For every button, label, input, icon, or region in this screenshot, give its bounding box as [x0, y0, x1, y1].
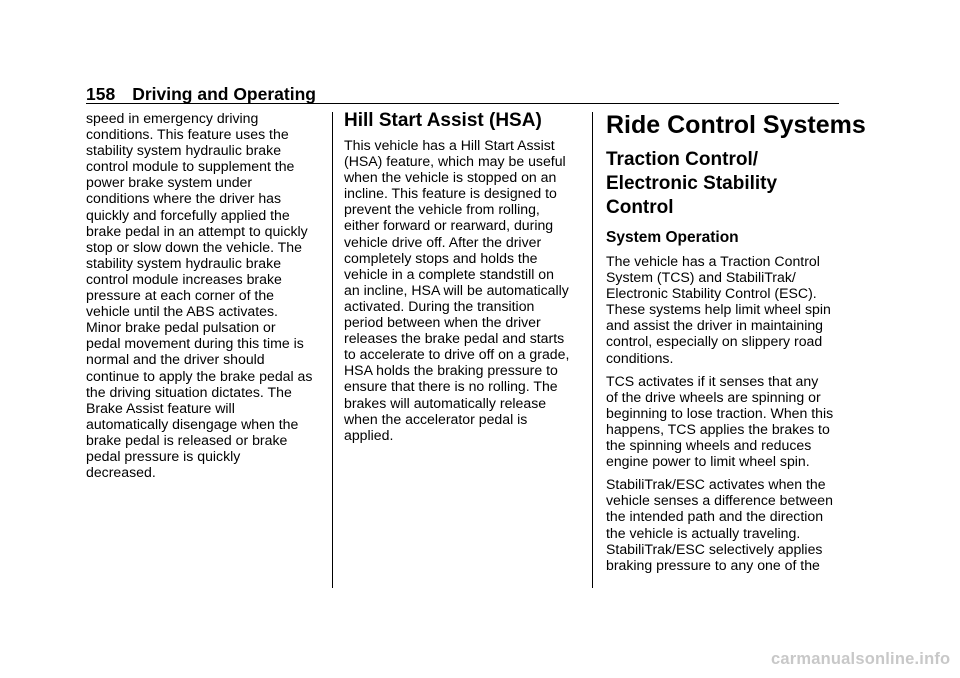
- watermark: carmanualsonline.info: [771, 650, 951, 668]
- text-line: conditions where the driver has: [86, 190, 282, 207]
- text-line: StabiliTrak/ESC selectively applies: [606, 540, 823, 557]
- text-line: engine power to limit wheel spin.: [606, 453, 810, 470]
- text-line: releases the brake pedal and starts: [344, 330, 565, 347]
- text-line: The vehicle has a Traction Control: [606, 253, 820, 269]
- text-line: the driving situation dictates. The: [86, 383, 292, 400]
- column-divider-right: [592, 112, 593, 588]
- text-line: the vehicle is actually traveling.: [606, 524, 801, 541]
- paragraph: [344, 137, 584, 443]
- text-line: HSA holds the braking pressure to: [344, 362, 558, 379]
- text-line: StabiliTrak/ESC activates when the: [606, 476, 826, 493]
- text-line: stop or slow down the vehicle. The: [86, 238, 302, 255]
- text-line: ensure that there is no rolling. The: [344, 378, 558, 395]
- text-line: Brake Assist feature will: [86, 399, 235, 416]
- text-line: to accelerate to drive off on a grade,: [344, 346, 570, 363]
- text-line: automatically disengage when the: [86, 415, 299, 432]
- paragraph: [606, 253, 846, 366]
- text-line: an incline, HSA will be automatically: [344, 281, 569, 298]
- text-line: braking pressure to any one of the: [606, 556, 820, 573]
- text-line: incline. This feature is designed to: [344, 185, 557, 202]
- text-line: brakes will automatically release: [344, 394, 547, 411]
- text-line: either forward or rearward, during: [344, 217, 554, 234]
- text-line: brake pedal is released or brake: [86, 431, 288, 448]
- paragraph: [86, 110, 324, 480]
- text-line: Electronic Stability Control (ESC).: [606, 285, 817, 302]
- page-number: 158: [86, 84, 116, 104]
- text-line: System (TCS) and StabiliTrak/: [606, 269, 796, 286]
- text-line: power brake system under: [86, 174, 253, 191]
- section-heading-hsa: Hill Start Assist (HSA): [344, 110, 542, 131]
- text-line: applied.: [344, 426, 394, 443]
- chapter-heading: Ride Control Systems: [606, 111, 866, 139]
- text-line: and assist the driver in maintaining: [606, 317, 824, 334]
- paragraph: [606, 476, 846, 573]
- section-heading-traction-control: [606, 148, 846, 220]
- text-line: (HSA) feature, which may be useful: [344, 153, 566, 170]
- text-line: completely stops and holds the: [344, 249, 538, 266]
- running-section-title: Driving and Operating: [132, 84, 316, 104]
- paragraph: [606, 373, 846, 470]
- subheading-system-operation: System Operation: [606, 229, 739, 246]
- text-line: period between when the driver: [344, 314, 541, 331]
- text-line: conditions. This feature uses the: [86, 126, 289, 143]
- text-line: normal and the driver should: [86, 351, 265, 368]
- text-line: quickly and forcefully applied the: [86, 206, 290, 223]
- text-line: pedal pressure is quickly: [86, 447, 241, 464]
- text-line: when the vehicle is stopped on an: [344, 169, 557, 186]
- column-divider-left: [332, 112, 333, 588]
- text-line: vehicle drive off. After the driver: [344, 233, 542, 250]
- text-line: decreased.: [86, 464, 156, 481]
- text-line: happens, TCS applies the brakes to: [606, 420, 830, 437]
- text-line: continue to apply the brake pedal as: [86, 367, 313, 384]
- text-line: vehicle senses a difference between: [606, 492, 833, 509]
- text-column-1: [86, 110, 324, 480]
- text-line: prevent the vehicle from rolling,: [344, 201, 540, 218]
- text-line: vehicle in a complete standstill on: [344, 265, 554, 282]
- text-line: control, especially on slippery road: [606, 333, 823, 350]
- text-column-2: [344, 110, 584, 450]
- text-line: These systems help limit wheel spin: [606, 301, 831, 318]
- header-divider: [86, 103, 839, 104]
- heading-line: Control: [606, 197, 674, 218]
- text-column-3: [606, 110, 866, 580]
- text-line: pressure at each corner of the: [86, 287, 275, 304]
- heading-line: Electronic Stability: [606, 173, 778, 194]
- text-line: stability system hydraulic brake: [86, 254, 282, 271]
- text-line: control module to supplement the: [86, 158, 295, 175]
- text-line: activated. During the transition: [344, 297, 535, 314]
- text-line: brake pedal in an attempt to quickly: [86, 222, 308, 239]
- text-line: Minor brake pedal pulsation or: [86, 319, 276, 336]
- text-line: beginning to lose traction. When this: [606, 404, 834, 421]
- text-line: TCS activates if it senses that any: [606, 372, 819, 389]
- text-line: when the accelerator pedal is: [344, 410, 528, 427]
- text-line: the spinning wheels and reduces: [606, 437, 812, 454]
- text-line: of the drive wheels are spinning or: [606, 388, 821, 405]
- text-line: stability system hydraulic brake: [86, 142, 282, 159]
- text-line: the intended path and the direction: [606, 508, 824, 525]
- text-line: speed in emergency driving: [86, 110, 259, 126]
- heading-line: Traction Control/: [606, 149, 758, 170]
- text-line: This vehicle has a Hill Start Assist: [344, 137, 555, 153]
- page-header: [86, 83, 316, 105]
- text-line: control module increases brake: [86, 270, 282, 287]
- text-line: vehicle until the ABS activates.: [86, 303, 278, 320]
- text-line: pedal movement during this time is: [86, 335, 304, 352]
- text-line: conditions.: [606, 349, 674, 366]
